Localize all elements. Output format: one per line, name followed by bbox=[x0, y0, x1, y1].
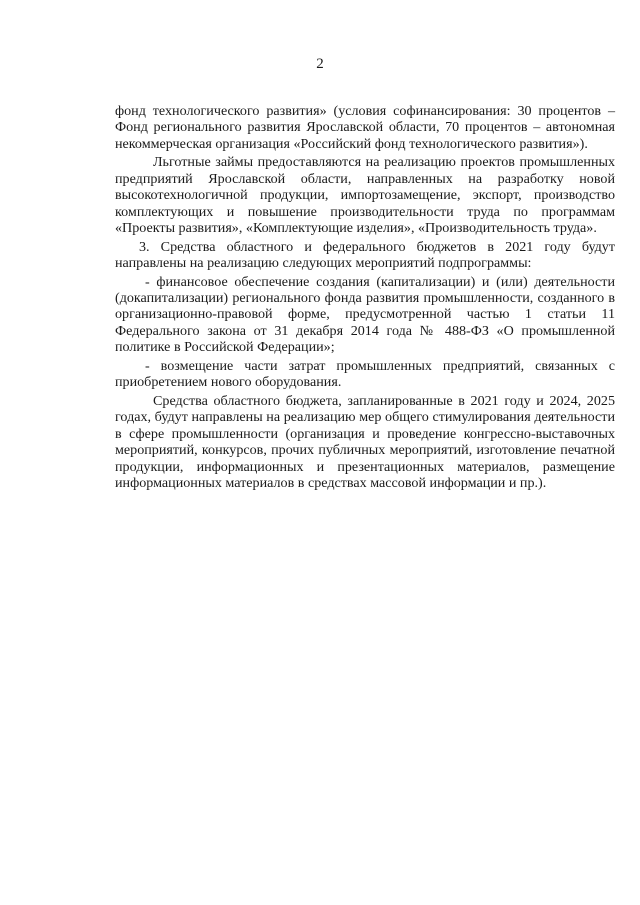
paragraph-continuation: фонд технологического развития» (условия софинансирования: 30 процентов – Фонд регионального развития Ярославской области, 70 процентов – автономная некоммерческая организация «Российский фонд технологического развития»). bbox=[115, 103, 615, 152]
list-item-financing: - финансовое обеспечение создания (капитализации) и (или) деятельности (докапитализации) регионального фонда развития промышленности, созданного в организационно-правовой форме, предусмотренной частью 1 статьи 11 Федерального закона от 31 декабря 2014 года № 488-ФЗ «О промышленной политике в Российской Федерации»; bbox=[115, 273, 615, 356]
paragraph-loans: Льготные займы предоставляются на реализацию проектов промышленных предприятий Ярославской области, направленных на разработку новой высокотехнологичной продукции, импортозамещение, экспорт, производство комплектующих и повышение производительности труда по программам «Проекты развития», «Комплектующие изделия», «Производительность труда». bbox=[115, 154, 615, 237]
paragraph-budget-2021: 3. Средства областного и федерального бюджетов в 2021 году будут направлены на реализацию следующих мероприятий подпрограммы: bbox=[115, 238, 615, 272]
page-number: 2 bbox=[316, 56, 324, 72]
list-item-reimbursement: - возмещение части затрат промышленных предприятий, связанных с приобретением нового оборудования. bbox=[115, 357, 615, 391]
document-body bbox=[115, 103, 615, 493]
paragraph-regional-budget: Средства областного бюджета, запланированные в 2021 году и 2024, 2025 годах, будут направлены на реализацию мер общего стимулирования деятельности в сфере промышленности (организация и проведение конгрессно-выставочных мероприятий, конкурсов, прочих публичных мероприятий, изготовление печатной продукции, информационных и презентационных материалов, размещение информационных материалов в средствах массовой информации и пр.). bbox=[115, 392, 615, 491]
